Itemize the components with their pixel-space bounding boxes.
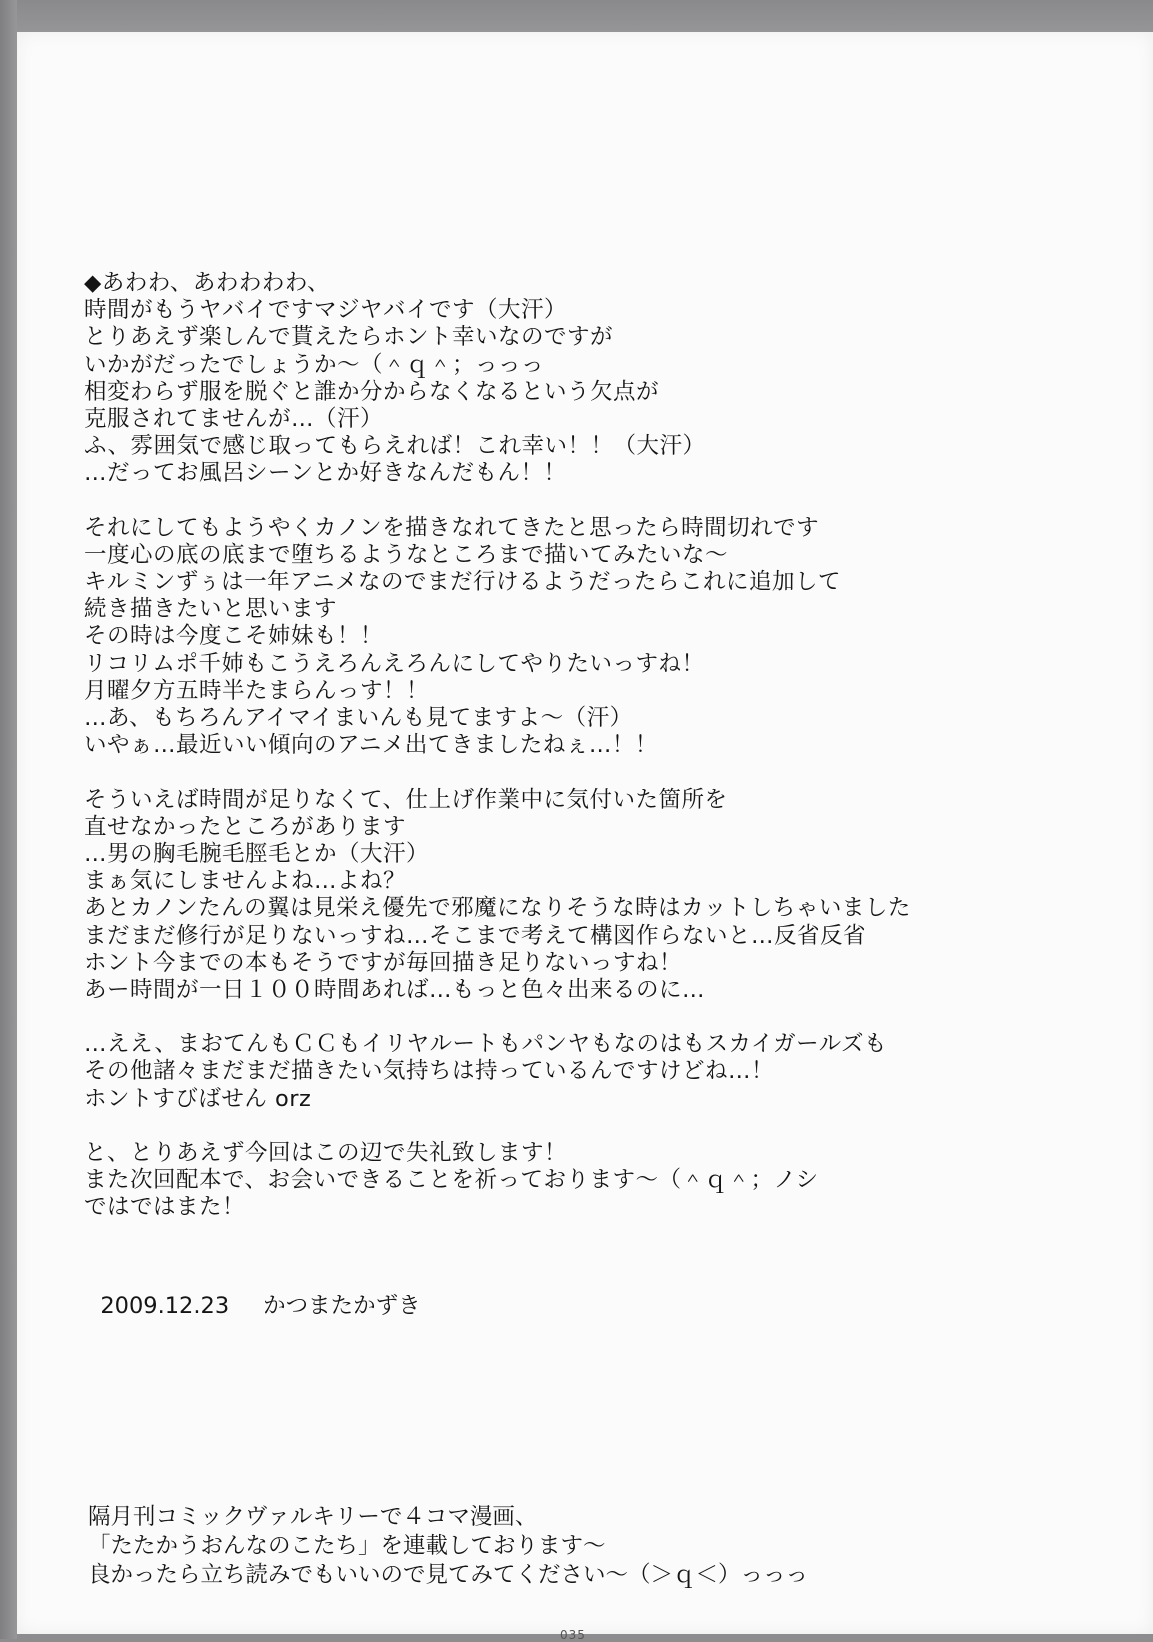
text-line: ホント今までの本もそうですが毎回描き足りないっすね！ <box>84 949 683 976</box>
text-line: あー時間が一日１００時間あれば…もっと色々出来るのに… <box>84 976 706 1003</box>
author-signature: かつまたかずき <box>263 1293 421 1319</box>
text-line: 克服されてませんが…（汗） <box>84 405 384 432</box>
paragraph-gap <box>84 1113 1084 1140</box>
paragraph-gap <box>84 1004 1084 1031</box>
text-line: 月曜夕方五時半たまらんっす！！ <box>84 677 430 704</box>
text-line: いやぁ…最近いい傾向のアニメ出てきましたねぇ…！！ <box>84 732 658 759</box>
serialization-notice <box>88 1503 1088 1590</box>
paragraph-gap <box>84 488 1084 515</box>
text-line: 良かったら立ち読みでもいいので見てみてください～（＞ｑ＜）っっっ <box>88 1562 809 1588</box>
text-line: その他諸々まだまだ描きたい気持ちは持っているんですけどね…！ <box>84 1058 775 1085</box>
text-line: ◆あわわ、あわわわわ、 <box>84 270 331 296</box>
text-line: いかがだったでしょうか～（＾ｑ＾；っっっ <box>84 351 545 378</box>
text-line: また次回配本で、お会いできることを祈っております～（＾ｑ＾；ノシ <box>84 1167 819 1194</box>
date: 2009.12.23 <box>100 1293 230 1319</box>
text-line: キルミンずぅは一年アニメなのでまだ行けるようだったらこれに追加して <box>84 569 841 596</box>
text-line: ではではまた！ <box>84 1194 246 1221</box>
text-line: 隔月刊コミックヴァルキリーで４コマ漫画、 <box>88 1504 538 1530</box>
text-line: 一度心の底の底まで堕ちるようなところまで描いてみたいな～ <box>84 541 729 568</box>
afterword-body <box>84 270 1084 1222</box>
text-line: ホントすびばせん orz <box>84 1085 312 1112</box>
text-line: それにしてもようやくカノンを描きなれてきたと思ったら時間切れです <box>84 514 820 541</box>
text-line: 続き描きたいと思います <box>84 596 338 623</box>
text-line: …だってお風呂シーンとか好きなんだもん！！ <box>84 460 567 487</box>
text-line: とりあえず楽しんで貰えたらホント幸いなのですが <box>84 324 614 351</box>
text-line: と、とりあえず今回はこの辺で失礼致します！ <box>84 1140 568 1166</box>
text-line: ふ、雰囲気で感じ取ってもらえれば！これ幸い！！（大汗） <box>84 433 706 460</box>
text-line: あとカノンたんの翼は見栄え優先で邪魔になりそうな時はカットしちゃいました <box>84 895 911 922</box>
text-line: 時間がもうヤバイですマジヤバイです（大汗） <box>84 297 568 324</box>
scan-top-edge <box>0 0 1153 32</box>
text-line: 「たたかうおんなのこたち」を連載しております～ <box>88 1533 606 1559</box>
text-line: まぁ気にしませんよね…よね？ <box>84 868 407 895</box>
text-line: まだまだ修行が足りないっすね…そこまで考えて構図作らないと…反省反省 <box>84 922 867 949</box>
scan-left-edge <box>0 0 17 1639</box>
text-line: …男の胸毛腕毛脛毛とか（大汗） <box>84 840 430 867</box>
date-signature-line <box>86 1262 421 1320</box>
text-line: …ええ、まおてんもＣＣもイリヤルートもパンヤもなのはもスカイガールズも <box>84 1031 887 1058</box>
text-line: リコリムポ千姉もこうえろんえろんにしてやりたいっすね！ <box>84 650 705 677</box>
text-line: そういえば時間が足りなくて、仕上げ作業中に気付いた箇所を <box>84 786 728 813</box>
text-line: 相変わらず服を脱ぐと誰か分からなくなるという欠点が <box>84 378 660 405</box>
paragraph-gap <box>84 759 1084 786</box>
text-line: …あ、もちろんアイマイまいんも見てますよ～（汗） <box>84 705 633 731</box>
text-line: 直せなかったところがあります <box>84 813 407 840</box>
text-line: その時は今度こそ姉妹も！！ <box>84 623 384 650</box>
page-number: 035 <box>560 1628 586 1642</box>
